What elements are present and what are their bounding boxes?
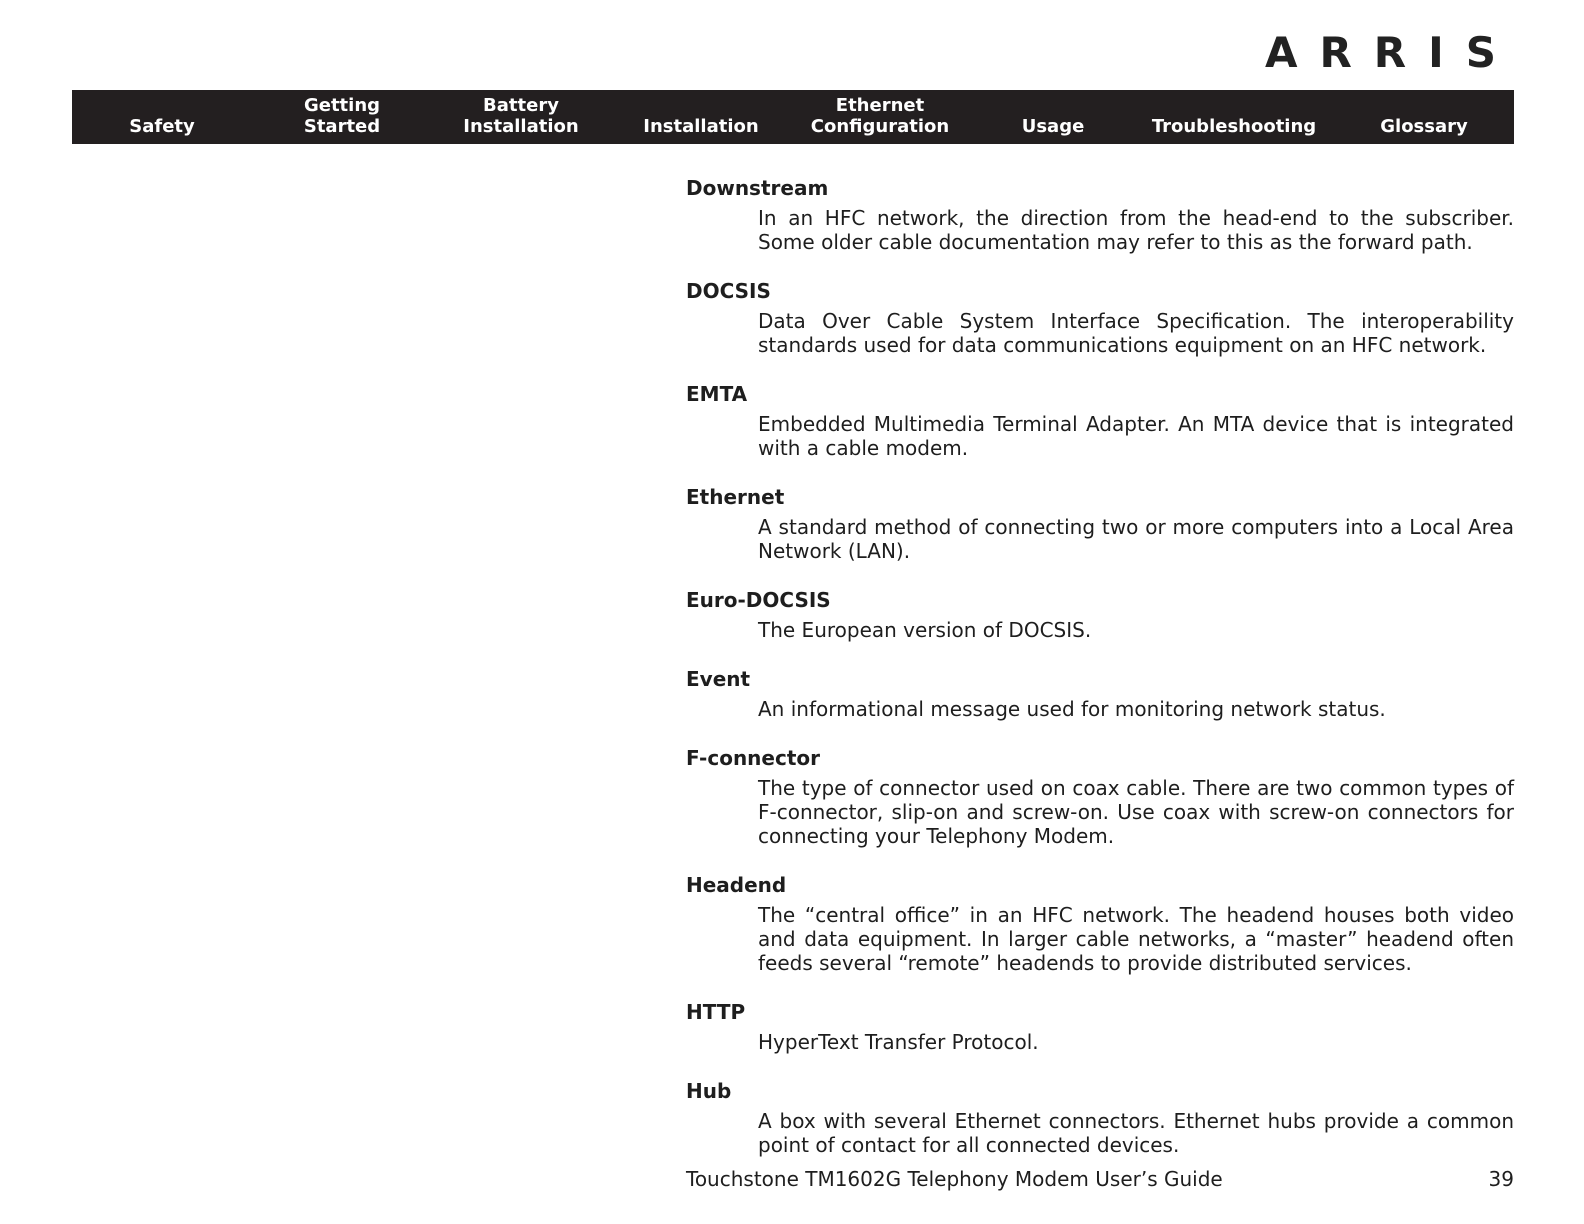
- glossary-entry-http: [686, 1000, 1514, 1054]
- glossary-term: Euro-DOCSIS: [686, 588, 831, 612]
- glossary-term: HTTP: [686, 1000, 746, 1024]
- glossary-definition: An informational message used for monitoring network status.: [758, 697, 1386, 721]
- glossary-term: Hub: [686, 1079, 732, 1103]
- glossary-term: Headend: [686, 873, 787, 897]
- section-navbar: [72, 90, 1514, 144]
- glossary-entry-docsis: [686, 279, 1514, 357]
- glossary-definition: Embedded Multimedia Terminal Adapter. An MTA device that is integrated with a cable modem.: [758, 412, 1514, 460]
- nav-glossary[interactable]: Glossary: [1380, 116, 1468, 137]
- glossary-list: [686, 176, 1514, 1182]
- glossary-definition: In an HFC network, the direction from the head-end to the subscriber. Some older cable documentation may refer to this as the forward path.: [758, 206, 1514, 254]
- glossary-entry-downstream: [686, 176, 1514, 254]
- glossary-definition: Data Over Cable System Interface Specification. The interoperability standards used for data communications equipment on an HFC network.: [758, 309, 1514, 357]
- glossary-term: Event: [686, 667, 751, 691]
- glossary-term: DOCSIS: [686, 279, 771, 303]
- footer-document-title: Touchstone TM1602G Telephony Modem User’s Guide: [686, 1167, 1223, 1191]
- glossary-entry-headend: [686, 873, 1514, 975]
- glossary-entry-ethernet: [686, 485, 1514, 563]
- glossary-entry-emta: [686, 382, 1514, 460]
- nav-battery-installation[interactable]: Battery Installation: [463, 95, 579, 137]
- glossary-entry-f-connector: [686, 746, 1514, 848]
- glossary-term: F-connector: [686, 746, 821, 770]
- glossary-definition: HyperText Transfer Protocol.: [758, 1030, 1039, 1054]
- glossary-term: Ethernet: [686, 485, 785, 509]
- nav-ethernet-configuration[interactable]: Ethernet Configuration: [810, 95, 950, 137]
- glossary-definition: The European version of DOCSIS.: [758, 618, 1092, 642]
- glossary-entry-hub: [686, 1079, 1514, 1157]
- arris-logo: ARRIS: [1264, 28, 1518, 77]
- glossary-entry-event: [686, 667, 1514, 721]
- nav-getting-started[interactable]: Getting Started: [303, 95, 381, 137]
- glossary-definition: A standard method of connecting two or more computers into a Local Area Network (LAN).: [758, 515, 1514, 563]
- glossary-term: EMTA: [686, 382, 748, 406]
- nav-safety[interactable]: Safety: [129, 116, 195, 137]
- glossary-definition: A box with several Ethernet connectors. Ethernet hubs provide a common point of contact for all connected devices.: [758, 1109, 1514, 1157]
- glossary-definition: The “central office” in an HFC network. The headend houses both video and data equipment. In larger cable networks, a “master” headend often feeds several “remote” headends to provide distributed services.: [758, 903, 1514, 975]
- footer-page-number: 39: [1488, 1167, 1514, 1191]
- glossary-definition: The type of connector used on coax cable. There are two common types of F-connector, slip-on and screw-on. Use coax with screw-on connectors for connecting your Telephony Modem.: [758, 776, 1514, 848]
- nav-installation[interactable]: Installation: [643, 116, 759, 137]
- nav-troubleshooting[interactable]: Troubleshooting: [1151, 116, 1317, 137]
- glossary-entry-euro-docsis: [686, 588, 1514, 642]
- nav-usage[interactable]: Usage: [1021, 116, 1085, 137]
- glossary-term: Downstream: [686, 176, 829, 200]
